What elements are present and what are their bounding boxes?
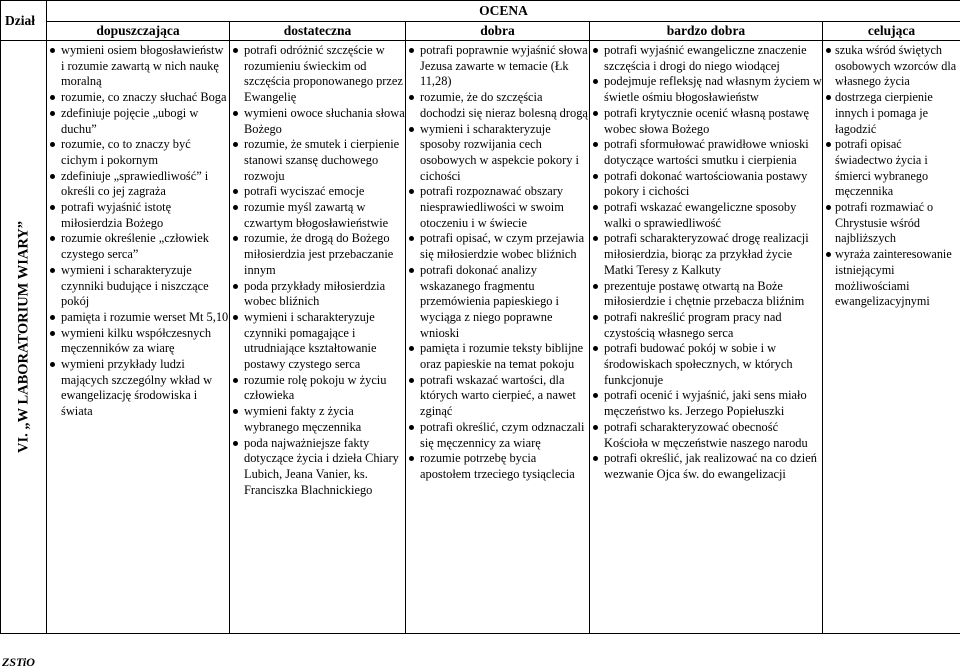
criterion-item: potrafi opisać, w czym przejawia się miłosierdzie wobec bliźnich xyxy=(406,231,589,262)
criteria-list xyxy=(230,41,405,498)
criterion-item: wymieni i scharakteryzuje sposoby rozwijania cech osobowych w aspekcie pokory i cichości xyxy=(406,122,589,185)
criterion-item: wymieni fakty z życia wybranego męczennika xyxy=(230,404,405,435)
criterion-item: potrafi opisać świadectwo życia i śmierci wybranego męczennika xyxy=(823,137,960,200)
criterion-item: szuka wśród świętych osobowych wzorców dla własnego życia xyxy=(823,43,960,90)
criterion-item: potrafi rozmawiać o Chrystusie wśród najbliższych xyxy=(823,200,960,247)
criterion-item: rozumie, co znaczy słuchać Boga xyxy=(47,90,229,106)
criterion-item: wymieni przykłady ludzi mających szczególny wkład w ewangelizację środowiska i świata xyxy=(47,357,229,420)
criterion-item: potrafi scharakteryzować obecność Kościoła w męczeństwie naszego narodu xyxy=(590,420,822,451)
criterion-item: potrafi wskazać ewangeliczne sposoby walki o sprawiedliwość xyxy=(590,200,822,231)
criterion-item: wymieni i scharakteryzuje czynniki budujące i niszczące pokój xyxy=(47,263,229,310)
section-title: VI. „W LABORATORIUM WIARY” xyxy=(15,220,31,454)
criterion-item: wymieni i scharakteryzuje czynniki pomagające i utrudniające kształtowanie postawy czystego serca xyxy=(230,310,405,373)
criterion-item: dostrzega cierpienie innych i pomaga je łagodzić xyxy=(823,90,960,137)
footer-label: ZSTiO xyxy=(2,655,35,669)
criteria-cell-dobra xyxy=(406,41,590,634)
criterion-item: prezentuje postawę otwartą na Boże miłosierdzie i chętnie przebacza bliźnim xyxy=(590,279,822,310)
criterion-item: potrafi budować pokój w sobie i w środowiskach społecznych, w których funkcjonuje xyxy=(590,341,822,388)
grade-header-dopuszczajaca: dopuszczająca xyxy=(47,22,230,41)
criterion-item: potrafi określić, jak realizować na co dzień wezwanie Ojca św. do ewangelizacji xyxy=(590,451,822,482)
criterion-item: potrafi wyjaśnić istotę miłosierdzia Bożego xyxy=(47,200,229,231)
criteria-list xyxy=(406,41,589,483)
criterion-item: rozumie, że do szczęścia dochodzi się nieraz bolesną drogą xyxy=(406,90,589,121)
criteria-cell-bardzo-dobra xyxy=(590,41,823,634)
criterion-item: potrafi poprawnie wyjaśnić słowa Jezusa zawarte w temacie (Łk 11,28) xyxy=(406,43,589,90)
criterion-item: poda przykłady miłosierdzia wobec bliźnich xyxy=(230,279,405,310)
criterion-item: potrafi scharakteryzować drogę realizacji miłosierdzia, biorąc za przykład życie Matki Teresy z Kalkuty xyxy=(590,231,822,278)
grade-header-dobra: dobra xyxy=(406,22,590,41)
criteria-cell-dostateczna xyxy=(230,41,406,634)
criterion-item: potrafi nakreślić program pracy nad czystością własnego serca xyxy=(590,310,822,341)
criterion-item: potrafi określić, czym odznaczali się męczennicy za wiarę xyxy=(406,420,589,451)
criterion-item: potrafi dokonać wartościowania postawy pokory i cichości xyxy=(590,169,822,200)
criterion-item: rozumie określenie „człowiek czystego serca” xyxy=(47,231,229,262)
criterion-item: potrafi krytycznie ocenić własną postawę wobec słowa Bożego xyxy=(590,106,822,137)
criterion-item: rozumie, że smutek i cierpienie stanowi szansę duchowego rozwoju xyxy=(230,137,405,184)
criteria-list xyxy=(47,41,229,420)
criterion-item: rozumie potrzebę bycia apostołem trzeciego tysiąclecia xyxy=(406,451,589,482)
criterion-item: potrafi sformułować prawidłowe wnioski dotyczące wartości smutku i cierpienia xyxy=(590,137,822,168)
criterion-item: potrafi ocenić i wyjaśnić, jaki sens miało męczeństwo ks. Jerzego Popiełuszki xyxy=(590,388,822,419)
criterion-item: wymieni owoce słuchania słowa Bożego xyxy=(230,106,405,137)
criterion-item: rozumie rolę pokoju w życiu człowieka xyxy=(230,373,405,404)
criterion-item: poda najważniejsze fakty dotyczące życia i dzieła Chiary Lubich, Jeana Vanier, ks. Franciszka Blachnickiego xyxy=(230,436,405,499)
criterion-item: wymieni kilku współczesnych męczenników za wiarę xyxy=(47,326,229,357)
grade-header-bardzo-dobra: bardzo dobra xyxy=(590,22,823,41)
section-cell xyxy=(1,41,47,634)
criterion-item: potrafi wyciszać emocje xyxy=(230,184,405,200)
criterion-item: potrafi dokonać analizy wskazanego fragmentu przemówienia papieskiego i wyciąga z niego poprawne wnioski xyxy=(406,263,589,342)
dzial-header: Dział xyxy=(1,1,47,41)
grade-header-dostateczna: dostateczna xyxy=(230,22,406,41)
criteria-cell-celujaca xyxy=(823,41,960,634)
grade-header-celujaca: celująca xyxy=(823,22,960,41)
criterion-item: potrafi odróżnić szczęście w rozumieniu świeckim od szczęścia proponowanego przez Ewangelię xyxy=(230,43,405,106)
criterion-item: zdefiniuje „sprawiedliwość” i określi co jej zagraża xyxy=(47,169,229,200)
criterion-item: potrafi wskazać wartości, dla których warto cierpieć, a nawet zginąć xyxy=(406,373,589,420)
criterion-item: wymieni osiem błogosławieństw i rozumie zawartą w nich naukę moralną xyxy=(47,43,229,90)
criteria-list xyxy=(590,41,822,483)
ocena-header: OCENA xyxy=(47,1,960,22)
criteria-cell-dopuszczajaca xyxy=(47,41,230,634)
criterion-item: pamięta i rozumie werset Mt 5,10 xyxy=(47,310,229,326)
criterion-item: potrafi rozpoznawać obszary niesprawiedliwości w swoim otoczeniu i w świecie xyxy=(406,184,589,231)
criterion-item: potrafi wyjaśnić ewangeliczne znaczenie szczęścia i drogi do niego wiodącej xyxy=(590,43,822,74)
criterion-item: rozumie, że drogą do Bożego miłosierdzia jest przebaczanie innym xyxy=(230,231,405,278)
criterion-item: rozumie, co to znaczy być cichym i pokornym xyxy=(47,137,229,168)
criterion-item: podejmuje refleksję nad własnym życiem w świetle ośmiu błogosławieństw xyxy=(590,74,822,105)
criterion-item: rozumie myśl zawartą w czwartym błogosławieństwie xyxy=(230,200,405,231)
criterion-item: pamięta i rozumie teksty biblijne oraz papieskie na temat pokoju xyxy=(406,341,589,372)
criterion-item: wyraża zainteresowanie istniejącymi możliwościami ewangelizacyjnymi xyxy=(823,247,960,310)
criterion-item: zdefiniuje pojęcie „ubogi w duchu” xyxy=(47,106,229,137)
criteria-list xyxy=(823,41,960,310)
